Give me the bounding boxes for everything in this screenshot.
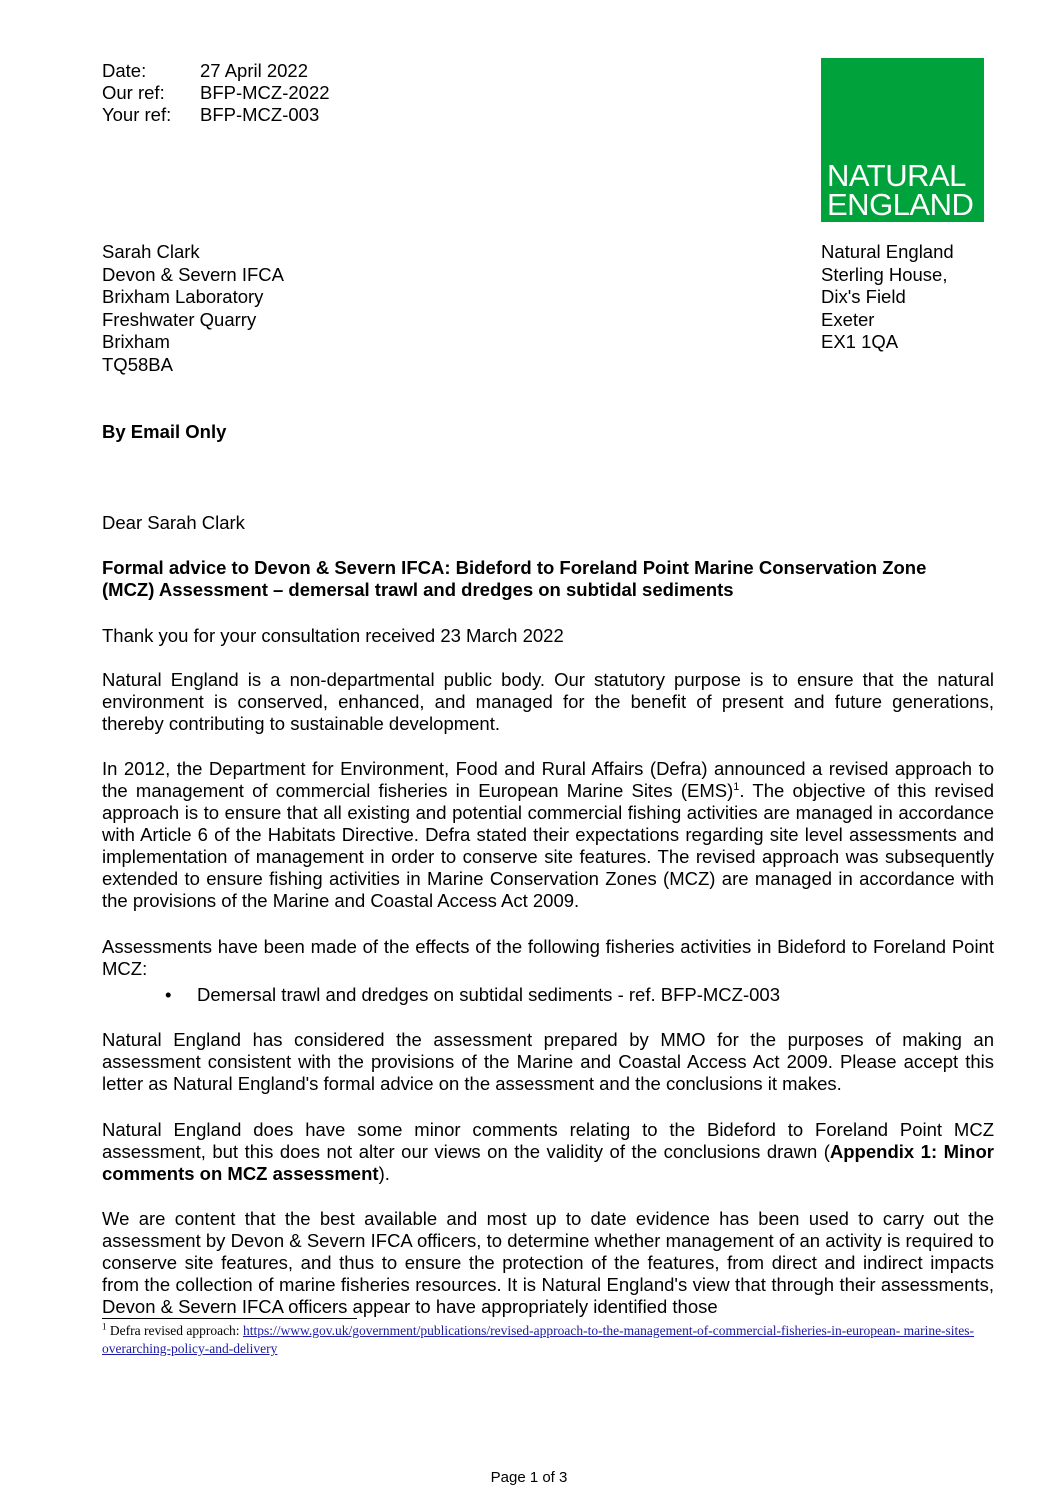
bullet-icon: • (165, 984, 172, 1005)
salutation: Dear Sarah Clark (102, 512, 245, 533)
paragraph-text: . The objective of this revised approach is to ensure that all existing and potential commercial fishing activities are managed in accordance with Article 6 of the Habitats Directive. Defra stated their expectations regarding site level assessments and implementation of management in order to conserve site features. The revised approach was subsequently extended to ensure fishing activities in Marine Conservation Zones (MCZ) are managed in accordance with the provisions of the Marine and Coastal Access Act 2009. (102, 780, 995, 911)
address-line: Brixham Laboratory (102, 286, 264, 308)
bullet-item (165, 984, 780, 1006)
address-line: Natural England (821, 241, 954, 262)
address-line: Sarah Clark (102, 241, 200, 262)
delivery-method: By Email Only (102, 421, 227, 442)
ref-row-date (102, 60, 330, 82)
address-line: Devon & Severn IFCA (102, 263, 284, 285)
paragraph-natural-england: Natural England is a non-departmental public body. Our statutory purpose is to ensure that the natural environment is conserved, enhanced, and managed for the benefit of present and future generations, thereby contributing to sustainable development. (102, 669, 994, 734)
bullet-text: Demersal trawl and dredges on subtidal sediments - ref. BFP-MCZ-003 (197, 984, 780, 1005)
ref-value: BFP-MCZ-003 (200, 104, 320, 125)
logo-line-2: ENGLAND (827, 187, 974, 222)
footnote-divider (102, 1318, 357, 1319)
paragraph-assessments: Assessments have been made of the effects of the following fisheries activities in Bideford to Foreland Point MCZ: (102, 936, 994, 979)
address-line: Dix's Field (821, 286, 906, 308)
address-line: EX1 1QA (821, 331, 899, 353)
footnote (102, 1322, 992, 1358)
address-line: Sterling House, (821, 263, 948, 285)
natural-england-logo (821, 58, 984, 222)
logo-text (827, 158, 974, 222)
address-line: Brixham (102, 331, 170, 353)
logo-line-1: NATURAL (827, 158, 966, 193)
footnote-ref: 1 (733, 780, 740, 793)
ref-row-your-ref (102, 104, 330, 126)
appendix-reference: Appendix 1: Minor comments on MCZ assessment (102, 1141, 994, 1184)
address-line: Freshwater Quarry (102, 308, 257, 330)
footnote-number: 1 (102, 1321, 107, 1332)
footnote-link[interactable]: https://www.gov.uk/government/publications/revised-approach-to-the-management-of-commercial-fisheries-in-european- marine-sites-overarching-policy-and-delivery (102, 1323, 975, 1356)
address-line: TQ58BA (102, 353, 173, 375)
paragraph-content: We are content that the best available and most up to date evidence has been used to carry out the assessment by Devon & Severn IFCA officers, to determine whether management of an activity is required to conserve site features, and thus to ensure the protection of the features, from direct and indirect impacts from the collection of marine fisheries resources. It is Natural England's view that through their assessments, Devon & Severn IFCA officers appear to have appropriately identified those (102, 1208, 994, 1317)
paragraph-2012 (102, 758, 994, 912)
thanks-line: Thank you for your consultation received 23 March 2022 (102, 625, 564, 646)
recipient-address (102, 241, 284, 377)
ref-label: Your ref: (102, 104, 172, 125)
footnote-label: Defra revised approach: (109, 1323, 243, 1338)
page-number: Page 1 of 3 (490, 1469, 568, 1486)
paragraph-mmo: Natural England has considered the assessment prepared by MMO for the purposes of making an assessment consistent with the provisions of the Marine and Coastal Access Act 2009. Please accept this letter as Natural England's formal advice on the assessment and the conclusions it makes. (102, 1029, 994, 1094)
ref-value: 27 April 2022 (200, 60, 309, 81)
ref-label: Date: (102, 60, 147, 81)
sender-address (821, 241, 954, 354)
paragraph-text: Natural England does have some minor comments relating to the Bideford to Foreland Point MCZ assessment, but this does not alter our views on the validity of the conclusions drawn ( (102, 1119, 994, 1162)
paragraph-text: ). (378, 1163, 390, 1184)
ref-row-our-ref (102, 82, 330, 104)
reference-block (102, 60, 330, 126)
address-line: Exeter (821, 308, 875, 330)
paragraph-text: In 2012, the Department for Environment, Food and Rural Affairs (Defra) announced a revised approach to the management of commercial fisheries in European Marine Sites (EMS) (102, 758, 994, 801)
ref-label: Our ref: (102, 82, 165, 103)
ref-value: BFP-MCZ-2022 (200, 82, 330, 103)
paragraph-minor-comments (102, 1119, 994, 1185)
letter-subject: Formal advice to Devon & Severn IFCA: Bideford to Foreland Point Marine Conservation Zone (MCZ) Assessment – demersal trawl and dredges on subtidal sediments (102, 557, 927, 600)
